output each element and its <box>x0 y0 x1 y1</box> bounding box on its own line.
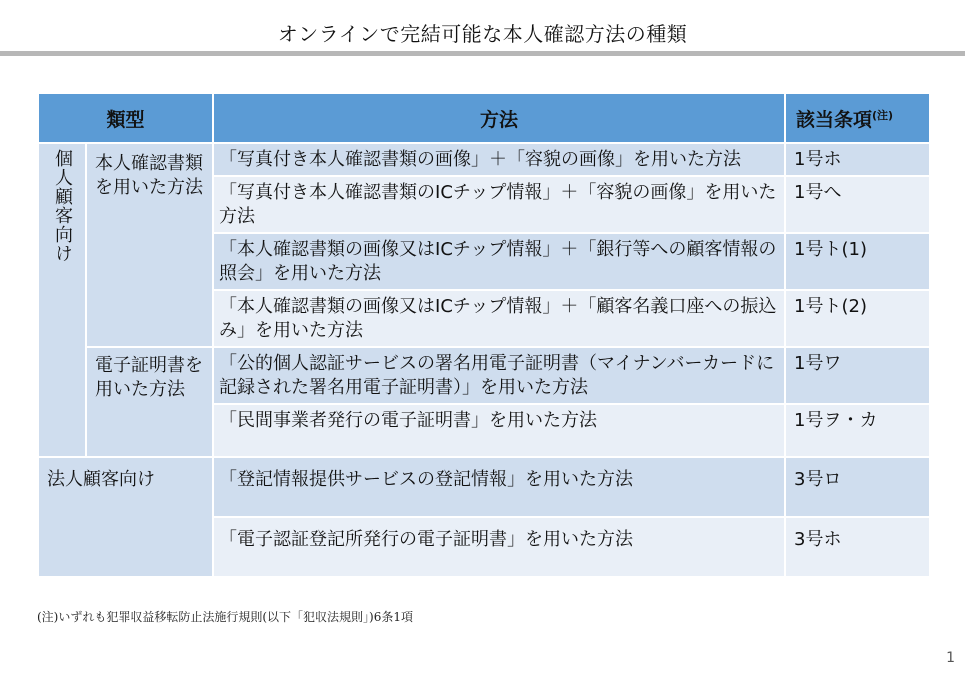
clause-cell: 1号ワ <box>785 347 930 404</box>
clause-cell: 1号ホ <box>785 143 930 176</box>
table-row <box>38 143 930 176</box>
individual-category-label: 個人顧客向け <box>52 149 73 263</box>
verification-methods-table <box>37 92 931 578</box>
method-cell: 「電子認証登記所発行の電子証明書」を用いた方法 <box>213 517 785 577</box>
corporate-category-cell: 法人顧客向け <box>38 457 213 577</box>
method-cell: 「登記情報提供サービスの登記情報」を用いた方法 <box>213 457 785 517</box>
subcategory-e-certificates: 電子証明書を用いた方法 <box>86 347 213 457</box>
clause-cell: 1号へ <box>785 176 930 233</box>
header-type: 類型 <box>38 93 213 143</box>
table-row <box>38 457 930 517</box>
header-clause-label: 該当条項 <box>796 108 873 131</box>
clause-cell: 1号ヲ・カ <box>785 404 930 457</box>
table-row <box>38 347 930 404</box>
clause-cell: 3号ロ <box>785 457 930 517</box>
individual-category-cell <box>38 143 86 457</box>
clause-cell: 1号ト(1) <box>785 233 930 290</box>
title-divider <box>0 51 965 56</box>
method-cell: 「本人確認書類の画像又はICチップ情報」＋「銀行等への顧客情報の照会」を用いた方法 <box>213 233 785 290</box>
method-cell: 「写真付き本人確認書類のICチップ情報」＋「容貌の画像」を用いた方法 <box>213 176 785 233</box>
page-title: オンラインで完結可能な本人確認方法の種類 <box>277 22 688 46</box>
table-header-row <box>38 93 930 143</box>
clause-cell: 3号ホ <box>785 517 930 577</box>
clause-cell: 1号ト(2) <box>785 290 930 347</box>
method-cell: 「民間事業者発行の電子証明書」を用いた方法 <box>213 404 785 457</box>
header-clause-note: (注) <box>872 108 894 122</box>
method-cell: 「写真付き本人確認書類の画像」＋「容貌の画像」を用いた方法 <box>213 143 785 176</box>
method-cell: 「公的個人認証サービスの署名用電子証明書（マイナンバーカードに記録された署名用電子証明書）」を用いた方法 <box>213 347 785 404</box>
header-method: 方法 <box>213 93 785 143</box>
footnote: (注)いずれも犯罪収益移転防止法施行規則(以下「犯収法規則」)6条1項 <box>37 610 413 624</box>
header-clause <box>785 93 930 143</box>
method-cell: 「本人確認書類の画像又はICチップ情報」＋「顧客名義口座への振込み」を用いた方法 <box>213 290 785 347</box>
page-number: 1 <box>946 650 955 666</box>
subcategory-id-documents: 本人確認書類を用いた方法 <box>86 143 213 347</box>
